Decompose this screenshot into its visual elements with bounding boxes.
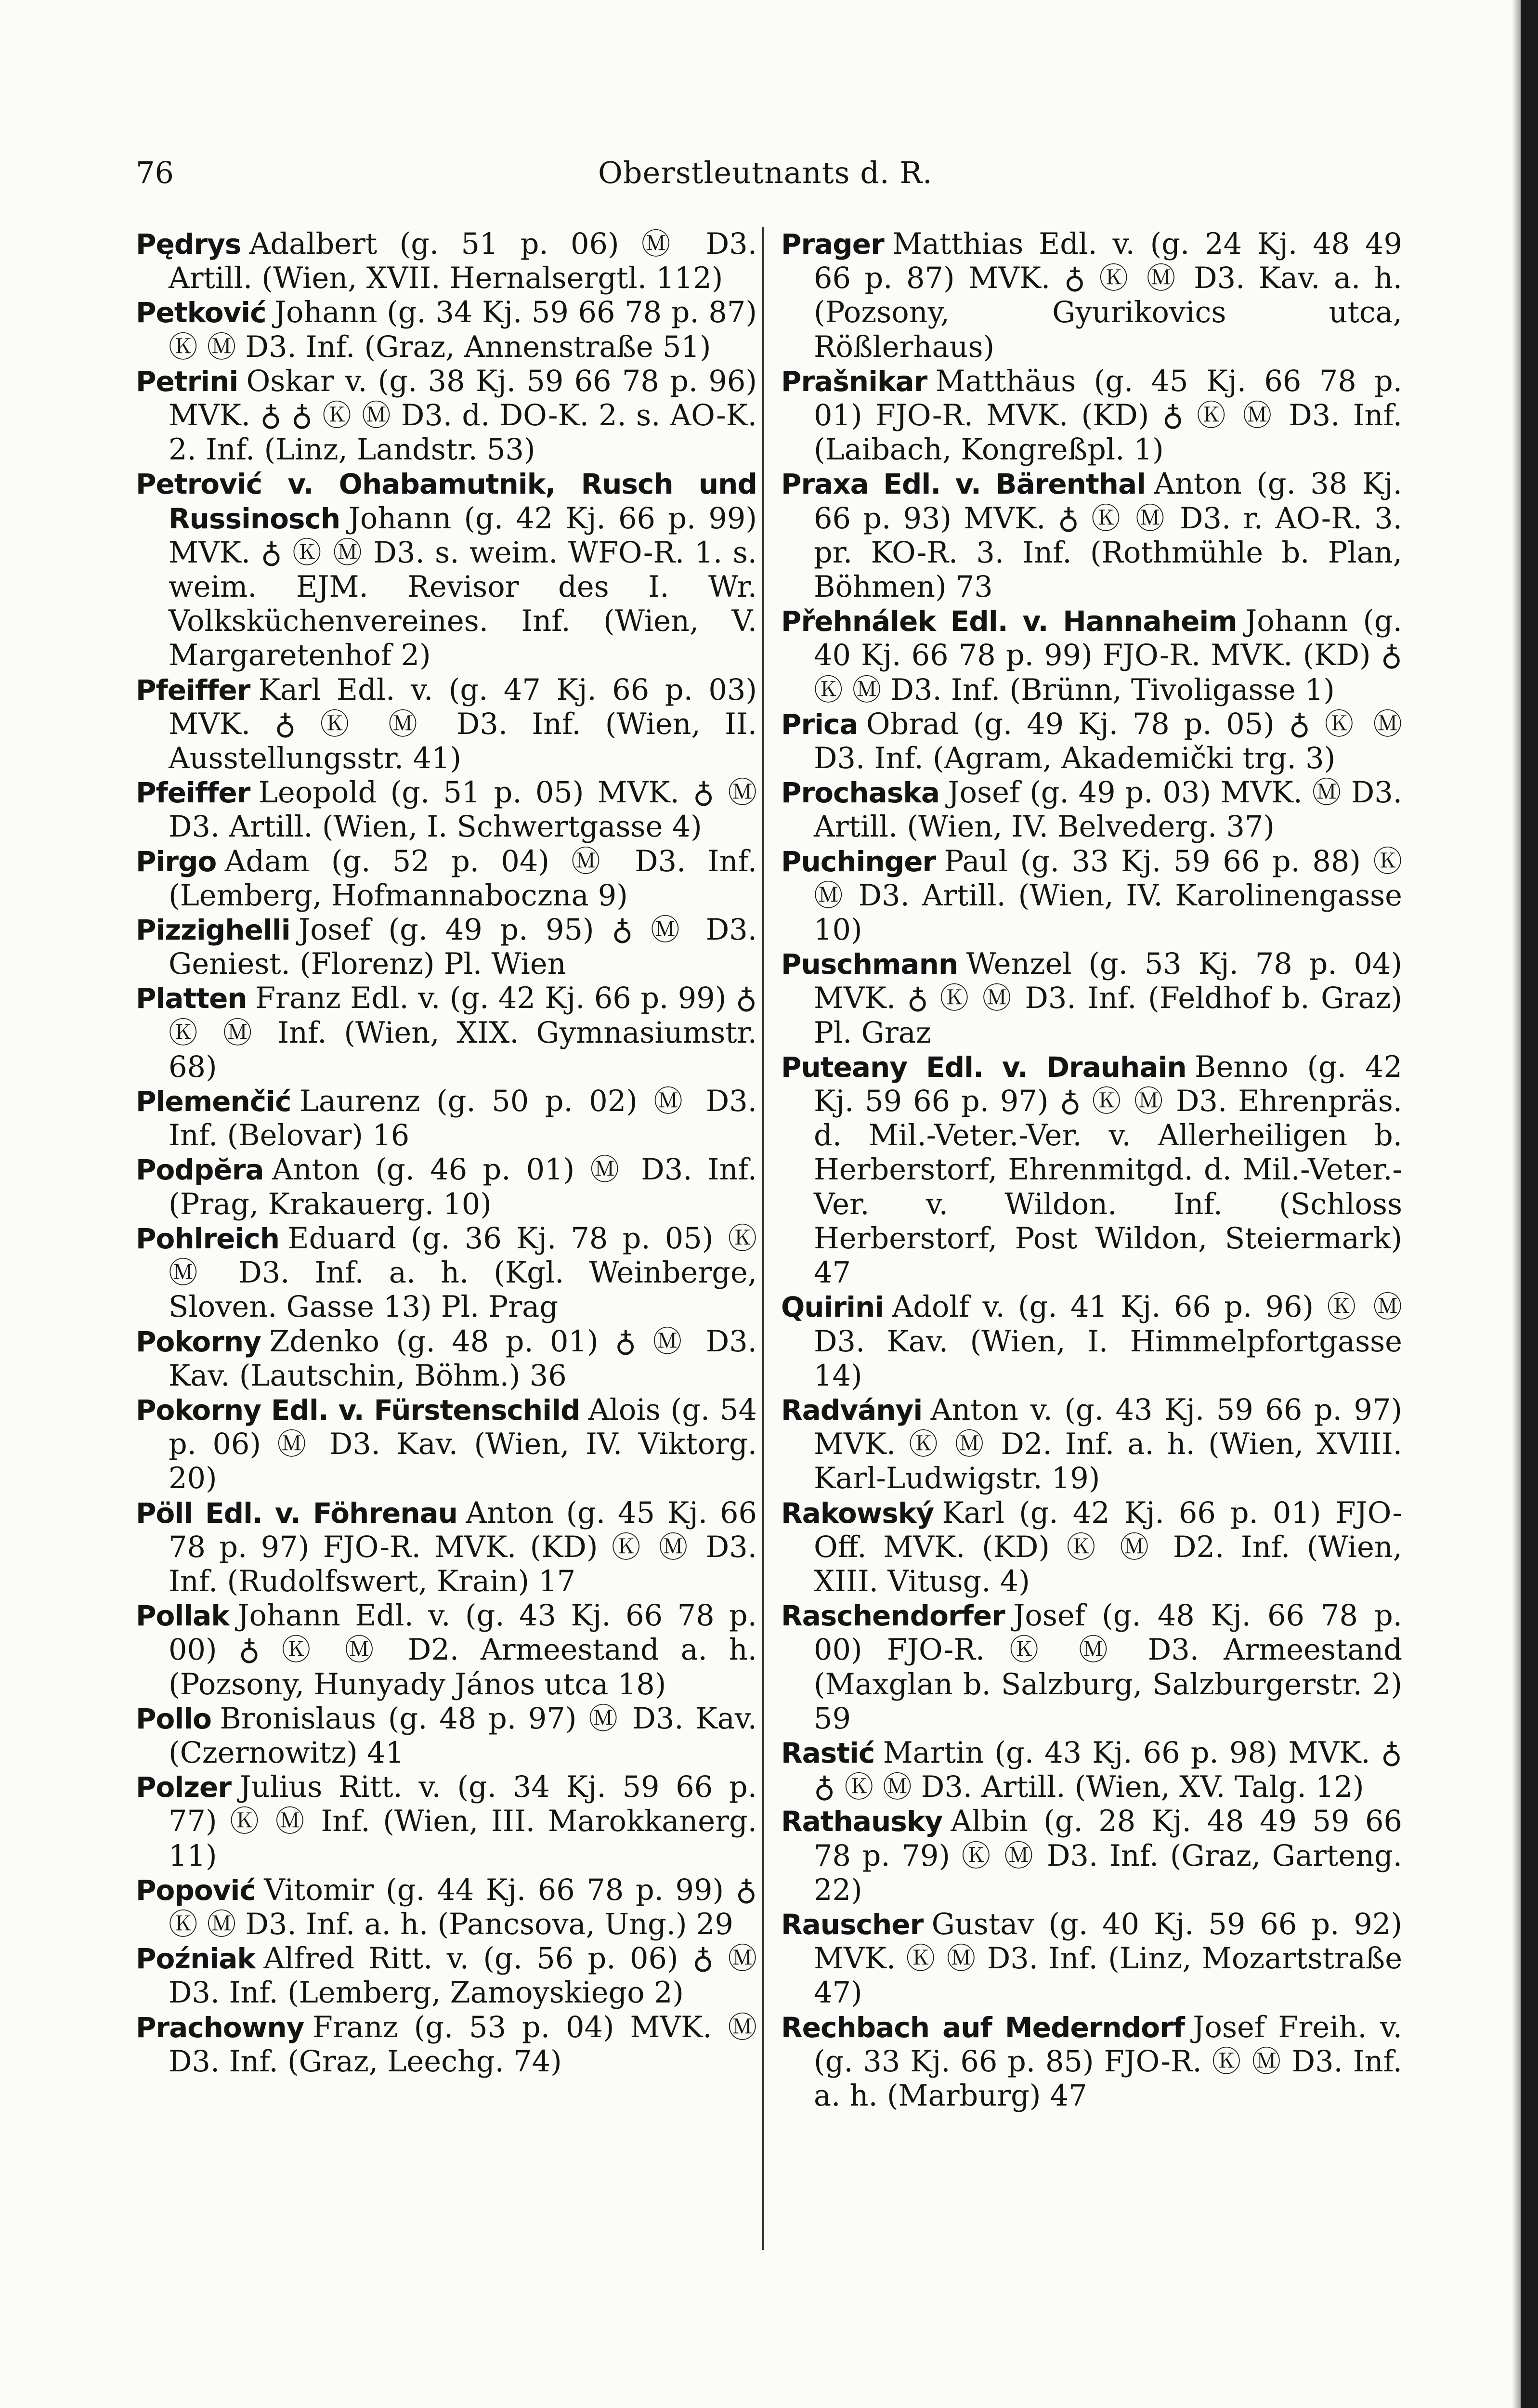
directory-entry xyxy=(781,365,1402,468)
directory-entry xyxy=(136,1942,757,2010)
entry-surname: Rathausky xyxy=(781,1805,943,1838)
entry-details: Albin (g. 28 Kj. 48 49 59 66 78 p. 79) Ⓚ Ⓜ D3. Inf. (Graz, Garteng. 22) xyxy=(814,1805,1402,1907)
entry-details: Josef (g. 48 Kj. 66 78 p. 00) FJO-R. Ⓚ Ⓜ D3. Armeestand (Maxglan b. Salzburg, Salzburgerstr. 2) 59 xyxy=(814,1599,1402,1736)
directory-entry xyxy=(781,1736,1402,1805)
entry-details: Bronislaus (g. 48 p. 97) Ⓜ D3. Kav. (Czernowitz) 41 xyxy=(169,1701,757,1770)
entry-surname: Petrini xyxy=(136,365,238,398)
entry-surname: Pokorny xyxy=(136,1325,261,1358)
entry-surname: Puteany Edl. v. Drauhain xyxy=(781,1050,1186,1084)
entry-details: Anton (g. 38 Kj. 66 p. 93) MVK. ♁ Ⓚ Ⓜ D3. r. AO-R. 3. pr. KO-R. 3. Inf. (Rothmühle b. Plan, Böhmen) 73 xyxy=(814,467,1402,604)
entry-surname: Prašnikar xyxy=(781,365,927,398)
entry-details: Johann (g. 40 Kj. 66 78 p. 99) FJO-R. MVK. (KD) ♁ Ⓚ Ⓜ D3. Inf. (Brünn, Tivoligasse 1) xyxy=(814,604,1402,707)
entry-surname: Rastić xyxy=(781,1736,875,1769)
entry-surname: Pohlreich xyxy=(136,1222,280,1255)
entry-details: Leopold (g. 51 p. 05) MVK. ♁ Ⓜ D3. Artill. (Wien, I. Schwertgasse 4) xyxy=(169,776,757,844)
entry-details: Alfred Ritt. v. (g. 56 p. 06) ♁ Ⓜ D3. Inf. (Lemberg, Zamoyskiego 2) xyxy=(169,1942,757,2010)
entry-details: Paul (g. 33 Kj. 59 66 p. 88) Ⓚ Ⓜ D3. Artill. (Wien, IV. Karolinengasse 10) xyxy=(814,844,1402,947)
entry-details: Karl Edl. v. (g. 47 Kj. 66 p. 03) MVK. ♁ Ⓚ Ⓜ D3. Inf. (Wien, II. Ausstellungsstr. 41) xyxy=(169,673,757,776)
directory-entry xyxy=(136,1873,757,1942)
entry-surname: Pfeiffer xyxy=(136,673,250,707)
entry-surname: Prachowny xyxy=(136,2011,304,2044)
entry-details: Josef (g. 49 p. 95) ♁ Ⓜ D3. Geniest. (Florenz) Pl. Wien xyxy=(169,913,757,982)
running-head: Oberstleutnants d. R. xyxy=(598,155,933,190)
entry-surname: Pöll Edl. v. Föhrenau xyxy=(136,1496,457,1530)
entry-surname: Pędrys xyxy=(136,228,241,261)
entry-details: Adolf v. (g. 41 Kj. 66 p. 96) Ⓚ Ⓜ D3. Kav. (Wien, I. Himmelpfortgasse 14) xyxy=(814,1290,1402,1393)
directory-entry xyxy=(781,2011,1402,2114)
entry-surname: Prica xyxy=(781,707,858,741)
entry-surname: Rauscher xyxy=(781,1908,924,1941)
entry-surname: Poźniak xyxy=(136,1942,255,1976)
entry-details: Anton (g. 45 Kj. 66 78 p. 97) FJO-R. MVK. (KD) Ⓚ Ⓜ D3. Inf. (Rudolfswert, Krain) 17 xyxy=(169,1496,757,1598)
directory-entry xyxy=(781,1290,1402,1393)
entry-details: Johann (g. 34 Kj. 59 66 78 p. 87) Ⓚ Ⓜ D3. Inf. (Graz, Annenstraße 51) xyxy=(169,296,757,364)
directory-entry xyxy=(136,1153,757,1221)
entry-surname: Puchinger xyxy=(781,845,936,878)
entry-surname: Plemenčić xyxy=(136,1085,291,1118)
entry-details: Anton (g. 46 p. 01) Ⓜ D3. Inf. (Prag, Krakauerg. 10) xyxy=(169,1153,757,1221)
directory-entry xyxy=(136,1222,757,1325)
entry-surname: Polzer xyxy=(136,1771,231,1804)
entry-surname: Radványi xyxy=(781,1393,923,1426)
directory-entry xyxy=(136,1393,757,1496)
entry-surname: Pollak xyxy=(136,1599,229,1633)
left-column xyxy=(136,227,757,2079)
directory-entry xyxy=(136,913,757,982)
directory-entry xyxy=(781,604,1402,707)
directory-entry xyxy=(136,982,757,1085)
entry-surname: Pirgo xyxy=(136,845,217,878)
entry-details: Anton v. (g. 43 Kj. 59 66 p. 97) MVK. Ⓚ Ⓜ D2. Inf. a. h. (Wien, XVIII. Karl-Ludwigstr. 19) xyxy=(814,1393,1402,1496)
entry-details: Julius Ritt. v. (g. 34 Kj. 59 66 p. 77) Ⓚ Ⓜ Inf. (Wien, III. Marokkanerg. 11) xyxy=(169,1770,757,1873)
entry-details: Eduard (g. 36 Kj. 78 p. 05) Ⓚ Ⓜ D3. Inf. a. h. (Kgl. Weinberge, Sloven. Gasse 13) Pl. Prag xyxy=(169,1221,757,1324)
right-column xyxy=(781,227,1402,2113)
entry-details: Franz Edl. v. (g. 42 Kj. 66 p. 99) ♁ Ⓚ Ⓜ Inf. (Wien, XIX. Gymnasiumstr. 68) xyxy=(169,982,757,1084)
directory-entry xyxy=(136,1496,757,1599)
directory-entry xyxy=(136,1325,757,1393)
entry-surname: Rechbach auf Mederndorf xyxy=(781,2011,1185,2044)
entry-surname: Podpĕra xyxy=(136,1153,264,1187)
entry-surname: Raschendorfer xyxy=(781,1599,1005,1633)
directory-entry xyxy=(136,1085,757,1153)
entry-details: Franz (g. 53 p. 04) MVK. Ⓜ D3. Inf. (Graz, Leechg. 74) xyxy=(169,2010,757,2079)
entry-surname: Platten xyxy=(136,982,247,1015)
entry-details: Benno (g. 42 Kj. 59 66 p. 97) ♁ Ⓚ Ⓜ D3. Ehrenpräs. d. Mil.-Veter.-Ver. v. Allerheiligen b. Herberstorf, Ehrenmitgd. d. Mil.-Veter.-Ver. v. Wildon. Inf. (Schloss Herberstorf, Post Wildon, Steiermark) 47 xyxy=(814,1050,1402,1290)
entry-details: Johann (g. 42 Kj. 66 p. 99) MVK. ♁ Ⓚ Ⓜ D3. s. weim. WFO-R. 1. s. weim. EJM. Revisor des I. Wr. Volksküchenvereines. Inf. (Wien, V. Margaretenhof 2) xyxy=(169,501,757,673)
entry-surname: Quirini xyxy=(781,1291,884,1324)
book-spine-edge xyxy=(1521,0,1538,2408)
entry-surname: Puschmann xyxy=(781,948,958,981)
directory-entry xyxy=(781,1050,1402,1290)
entry-surname: Přehnálek Edl. v. Hannaheim xyxy=(781,605,1237,638)
directory-entry xyxy=(136,467,757,673)
directory-entry xyxy=(781,1599,1402,1736)
entry-details: Vitomir (g. 44 Kj. 66 78 p. 99) ♁ Ⓚ Ⓜ D3. Inf. a. h. (Pancsova, Ung.) 29 xyxy=(169,1873,757,1941)
column-divider xyxy=(762,227,764,2250)
entry-details: Obrad (g. 49 Kj. 78 p. 05) ♁ Ⓚ Ⓜ D3. Inf. (Agram, Akademički trg. 3) xyxy=(814,707,1402,776)
entry-details: Johann Edl. v. (g. 43 Kj. 66 78 p. 00) ♁ Ⓚ Ⓜ D2. Armeestand a. h. (Pozsony, Hunyady János utca 18) xyxy=(169,1599,757,1701)
entry-details: Wenzel (g. 53 Kj. 78 p. 04) MVK. ♁ Ⓚ Ⓜ D3. Inf. (Feldhof b. Graz) Pl. Graz xyxy=(814,947,1402,1050)
entry-surname: Petrović v. Ohabamutnik, Rusch und Russinosch xyxy=(136,468,757,535)
entry-details: Oskar v. (g. 38 Kj. 59 66 78 p. 96) MVK. ♁ ♁ Ⓚ Ⓜ D3. d. DO-K. 2. s. AO-K. 2. Inf. (Linz, Landstr. 53) xyxy=(169,364,757,467)
directory-entry xyxy=(781,845,1402,948)
page-number: 76 xyxy=(136,155,174,190)
entry-surname: Pizzighelli xyxy=(136,914,290,947)
entry-details: Alois (g. 54 p. 06) Ⓜ D3. Kav. (Wien, IV. Viktorg. 20) xyxy=(169,1393,757,1496)
directory-entry xyxy=(781,707,1402,776)
directory-entry xyxy=(136,365,757,468)
entry-details: Laurenz (g. 50 p. 02) Ⓜ D3. Inf. (Belovar) 16 xyxy=(169,1085,757,1153)
entry-details: Zdenko (g. 48 p. 01) ♁ Ⓜ D3. Kav. (Lautschin, Böhm.) 36 xyxy=(169,1324,757,1393)
entry-details: Matthäus (g. 45 Kj. 66 78 p. 01) FJO-R. MVK. (KD) ♁ Ⓚ Ⓜ D3. Inf. (Laibach, Kongreßpl. 1) xyxy=(814,364,1402,467)
directory-entry xyxy=(136,1702,757,1770)
entry-surname: Praxa Edl. v. Bärenthal xyxy=(781,468,1146,501)
entry-surname: Prager xyxy=(781,228,884,261)
entry-details: Gustav (g. 40 Kj. 59 66 p. 92) MVK. Ⓚ Ⓜ D3. Inf. (Linz, Mozartstraße 47) xyxy=(814,1907,1402,2010)
directory-entry xyxy=(781,1908,1402,2011)
entry-surname: Rakowský xyxy=(781,1496,934,1530)
entry-surname: Petković xyxy=(136,296,266,329)
entry-details: Matthias Edl. v. (g. 24 Kj. 48 49 66 p. 87) MVK. ♁ Ⓚ Ⓜ D3. Kav. a. h. (Pozsony, Gyurikovics utca, Rößlerhaus) xyxy=(814,227,1402,364)
directory-entry xyxy=(136,296,757,364)
entry-surname: Pfeiffer xyxy=(136,776,250,810)
entry-surname: Pollo xyxy=(136,1702,211,1735)
directory-entry xyxy=(781,947,1402,1050)
directory-entry xyxy=(781,776,1402,844)
entry-surname: Pokorny Edl. v. Fürstenschild xyxy=(136,1393,580,1426)
entry-details: Josef Freih. v. (g. 33 Kj. 66 p. 85) FJO-R. Ⓚ Ⓜ D3. Inf. a. h. (Marburg) 47 xyxy=(814,2010,1402,2113)
directory-entry xyxy=(781,467,1402,604)
directory-entry xyxy=(781,1393,1402,1496)
entry-details: Adalbert (g. 51 p. 06) Ⓜ D3. Artill. (Wien, XVII. Hernalsergtl. 112) xyxy=(169,227,757,296)
entry-details: Josef (g. 49 p. 03) MVK. Ⓜ D3. Artill. (Wien, IV. Belvederg. 37) xyxy=(814,776,1402,844)
directory-entry xyxy=(136,776,757,844)
directory-entry xyxy=(781,1496,1402,1599)
directory-entry xyxy=(781,227,1402,365)
directory-entry xyxy=(136,845,757,913)
entry-details: Karl (g. 42 Kj. 66 p. 01) FJO-Off. MVK. (KD) Ⓚ Ⓜ D2. Inf. (Wien, XIII. Vitusg. 4) xyxy=(814,1496,1402,1598)
entry-surname: Popović xyxy=(136,1873,256,1907)
directory-entry xyxy=(136,2011,757,2079)
directory-entry xyxy=(136,1599,757,1702)
entry-details: Martin (g. 43 Kj. 66 p. 98) MVK. ♁ ♁ Ⓚ Ⓜ D3. Artill. (Wien, XV. Talg. 12) xyxy=(814,1736,1402,1805)
page-gutter-shadow xyxy=(1512,0,1521,2408)
directory-entry xyxy=(136,1770,757,1873)
entry-surname: Prochaska xyxy=(781,776,940,810)
page-header xyxy=(136,155,954,198)
entry-details: Adam (g. 52 p. 04) Ⓜ D3. Inf. (Lemberg, Hofmannaboczna 9) xyxy=(169,844,757,913)
directory-entry xyxy=(136,673,757,776)
directory-entry xyxy=(136,227,757,296)
directory-entry xyxy=(781,1805,1402,1908)
